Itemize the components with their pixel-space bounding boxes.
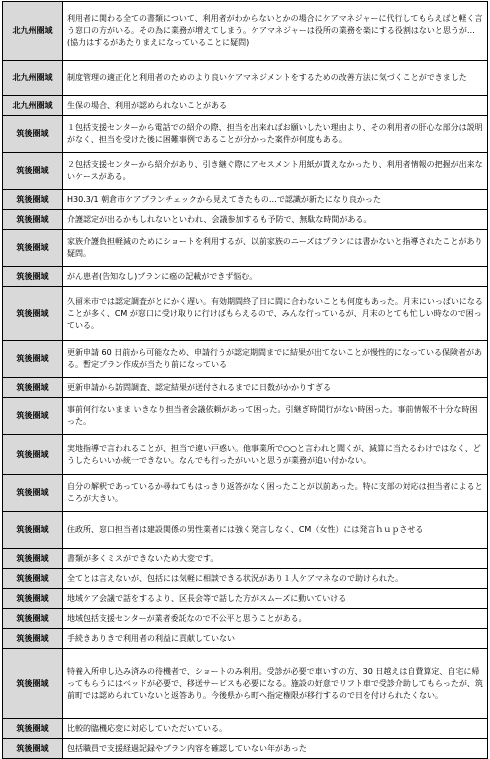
comment-cell: １包括支援センターから電話での紹介の際、担当を出来ればお願いしたい理由より、その利用者の肝心な部分は説明がなく、担当を受けた後に困難事例であることが分かった案件が何度もある。	[63, 116, 488, 153]
comment-cell: 特養入所申し込み済みの待機者で、ショートのみ利用。受診が必要で車いすの方、30 日越えは自費算定、自宅に帰ってもらうにはベッドが必要で、移送サービスも必要になる。施設の好意でリフト車で受診介助してもらったが、筑前町では認められていないと返答あり。今後県から町へ指定権限が移行するので日を付けられたくない。	[63, 649, 488, 719]
comment-cell: 更新申請から訪問調査、認定結果が送付されるまでに日数がかかりすぎる	[63, 378, 488, 398]
table-row	[3, 341, 488, 378]
table-row	[3, 398, 488, 435]
table-row	[3, 475, 488, 512]
table-row	[3, 609, 488, 629]
comment-cell: ２包括支援センターから紹介があり、引き継ぐ際にアセスメント用紙が貰えなかったり、利用者情報の把握が出来ないケースがある。	[63, 153, 488, 190]
table-row	[3, 61, 488, 96]
region-cell: 筑後圏域	[3, 378, 63, 398]
comment-cell: 書類が多くミスができないため大変です。	[63, 549, 488, 569]
region-cell: 筑後圏域	[3, 398, 63, 435]
table-row	[3, 116, 488, 153]
table-row	[3, 719, 488, 739]
table-row	[3, 190, 488, 210]
table-row	[3, 649, 488, 719]
region-cell: 筑後圏域	[3, 341, 63, 378]
table-row	[3, 210, 488, 230]
region-cell: 筑後圏域	[3, 116, 63, 153]
table-row	[3, 549, 488, 569]
region-cell: 筑後圏域	[3, 719, 63, 739]
comments-table	[2, 1, 488, 759]
region-cell: 筑後圏域	[3, 569, 63, 589]
comment-cell: 久留米市では認定調査がとにかく遅い。有効期間終了日に間に合わないことも何度もあった。月末にいっぱいになることが多く、CM が窓口に受け取りに行けばもらえるので、みんな行っているが、月末のとても忙しい時なので困っている。	[63, 287, 488, 341]
region-cell: 北九州圏域	[3, 96, 63, 116]
region-cell: 筑後圏域	[3, 609, 63, 629]
region-cell: 筑後圏域	[3, 475, 63, 512]
region-cell: 筑後圏域	[3, 230, 63, 267]
comment-cell: 手続きありきで利用者の利益に貢献していない	[63, 629, 488, 649]
table-row	[3, 2, 488, 61]
region-cell: 筑後圏域	[3, 589, 63, 609]
region-cell: 筑後圏域	[3, 435, 63, 475]
region-cell: 筑後圏域	[3, 287, 63, 341]
region-cell: 筑後圏域	[3, 629, 63, 649]
region-cell: 筑後圏域	[3, 649, 63, 719]
comment-cell: H30.3/1 朝倉市ケアプランチェックから見えてきたもの…で認識が新たになり良かった	[63, 190, 488, 210]
comment-cell: 実地指導で言われることが、担当で違い戸惑い。他事業所で○○と言われと聞くが、減算に当たるわけではなく、どうしたらいいか統一できない。なんでも行ったがいいと思うが業務が追い付かない。	[63, 435, 488, 475]
region-cell: 北九州圏域	[3, 61, 63, 96]
comment-cell: 利用者に関わる全ての書類について、利用者がわからないとかの場合にケアマネジャーに代行してもらえばと軽く言う窓口の方がいる。その為に業務が増えてしまう。ケアマネジャーは役所の業務を楽にする役割はないと思うが…(協力はするがあたりまえになっていることに疑問)	[63, 2, 488, 61]
region-cell: 筑後圏域	[3, 267, 63, 287]
region-cell: 筑後圏域	[3, 549, 63, 569]
region-cell: 筑後圏域	[3, 512, 63, 549]
comment-cell: 地域ケア会議で話をするより、区長会等で話した方がスムーズに動いていける	[63, 589, 488, 609]
table-row	[3, 739, 488, 759]
region-cell: 筑後圏域	[3, 739, 63, 759]
comment-cell: 自分の解釈であっているか尋ねてもはっきり返答がなく困ったことが以前あった。特に支部の対応は担当者によるところが大きい。	[63, 475, 488, 512]
comment-cell: 制度管理の適正化と利用者のためのより良いケアマネジメントをするための改善方法に気づくことができました	[63, 61, 488, 96]
table-row	[3, 267, 488, 287]
table-row	[3, 96, 488, 116]
table-row	[3, 512, 488, 549]
table-row	[3, 629, 488, 649]
comment-cell: 生保の場合、利用が認められないことがある	[63, 96, 488, 116]
comment-cell: 介護認定が出るかもしれないといわれ、会議参加するも予防で、無駄な時間がある。	[63, 210, 488, 230]
comment-cell: 住政所、窓口担当者は建設関係の男性業者には強く発言しなく、CM（女性）には発言ｈｕｐさせる	[63, 512, 488, 549]
table-row	[3, 378, 488, 398]
comment-cell: 家族介護負担軽減のためにショートを利用するが、以前家族のニーズはプランには書かないと指導されたことがあり疑問。	[63, 230, 488, 267]
region-cell: 筑後圏域	[3, 210, 63, 230]
region-cell: 北九州圏域	[3, 2, 63, 61]
comment-cell: 包括職員で支援経過記録やプラン内容を確認していない年があった	[63, 739, 488, 759]
table-body	[3, 2, 488, 759]
comment-cell: 事前何行ないまま いきなり担当者会議依頼があって困った。引継ぎ時間行がない時困った。事前情報不十分な時困った。	[63, 398, 488, 435]
comment-cell: 比較的臨機応変に対応していただいている。	[63, 719, 488, 739]
table-row	[3, 569, 488, 589]
region-cell: 筑後圏域	[3, 153, 63, 190]
table-row	[3, 153, 488, 190]
comment-cell: 更新申請 60 日前から可能なため、申請行うが認定期間までに結果が出てないことが慢性的になっている保険者がある。暫定プラン作成が当たり前になっている	[63, 341, 488, 378]
table-row	[3, 589, 488, 609]
comment-cell: 地域包括支援センターが業者委託なので不公平と思うことがある。	[63, 609, 488, 629]
table-row	[3, 287, 488, 341]
region-cell: 筑後圏域	[3, 190, 63, 210]
table-row	[3, 230, 488, 267]
comment-cell: がん患者(告知なし)プランに癌の記載ができず悩む。	[63, 267, 488, 287]
comment-cell: 全てとは言えないが、包括には気軽に相談できる状況があり１人ケアマネなので助けられた。	[63, 569, 488, 589]
table-row	[3, 435, 488, 475]
